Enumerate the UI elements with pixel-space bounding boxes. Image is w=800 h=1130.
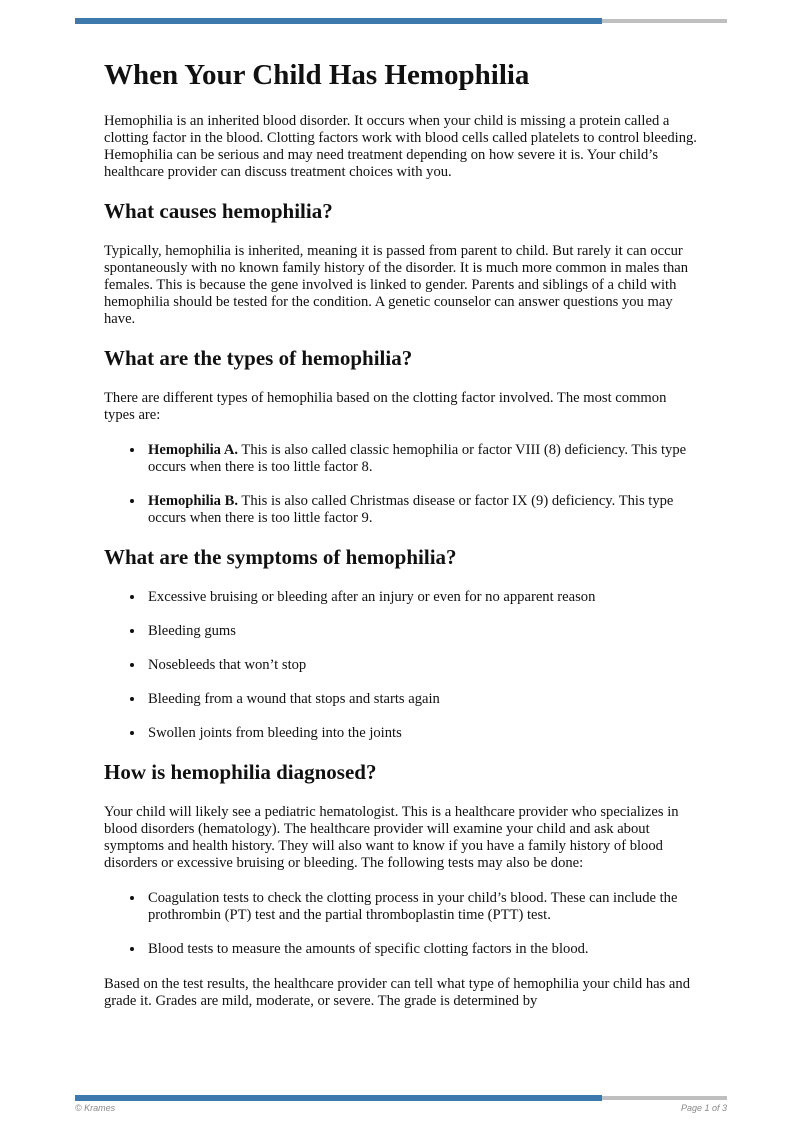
types-intro-paragraph: There are different types of hemophilia based on the clotting factor involved. The most common types are: bbox=[104, 390, 667, 423]
diagnosis-tests-list bbox=[104, 890, 700, 958]
list-item: • Excessive bruising or bleeding after an injury or even for no apparent reason bbox=[145, 589, 700, 606]
top-rule-gray-segment bbox=[602, 19, 727, 23]
top-rule-blue-segment bbox=[75, 18, 602, 24]
section-heading-causes: What causes hemophilia? bbox=[104, 199, 333, 223]
list-item: • Nosebleeds that won’t stop bbox=[145, 657, 700, 674]
causes-paragraph: Typically, hemophilia is inherited, meaning it is passed from parent to child. But rarely it can occur spontaneously with no known family history of the disorder. It is much more common in males than females. This is because the gene involved is linked to gender. Parents and siblings of a child with hemophilia should be tested for the condition. A genetic counselor can answer questions you may have. bbox=[104, 243, 689, 327]
intro-paragraph: Hemophilia is an inherited blood disorder. It occurs when your child is missing a protein called a clotting factor in the blood. Clotting factors work with blood cells called platelets to control bleeding. Hemophilia can be serious and may need treatment depending on how severe it is. Your child’s healthcare provider can discuss treatment choices with you. bbox=[104, 113, 697, 180]
section-heading-types: What are the types of hemophilia? bbox=[104, 346, 413, 370]
list-item: • Bleeding gums bbox=[145, 623, 700, 640]
list-item-hemophilia-b bbox=[145, 493, 700, 527]
copyright-text: © Krames bbox=[75, 1103, 116, 1113]
list-item-lead: Hemophilia A. bbox=[148, 442, 239, 458]
bottom-rule bbox=[75, 1095, 727, 1101]
list-item-text: This is also called Christmas disease or factor IX (9) deficiency. This type occurs when there is too little factor 9. bbox=[148, 493, 674, 526]
list-item: • Swollen joints from bleeding into the joints bbox=[145, 725, 700, 742]
list-item-text: This is also called classic hemophilia or factor VIII (8) deficiency. This type occurs when there is too little factor 8. bbox=[148, 442, 687, 475]
section-heading-symptoms: What are the symptoms of hemophilia? bbox=[104, 545, 457, 569]
document-content bbox=[104, 59, 700, 1028]
list-item: • Blood tests to measure the amounts of specific clotting factors in the blood. bbox=[145, 941, 700, 958]
list-item-hemophilia-a bbox=[145, 442, 700, 476]
list-item-lead: Hemophilia B. bbox=[148, 493, 239, 509]
symptoms-list bbox=[104, 589, 700, 742]
diagnosis-closing-paragraph: Based on the test results, the healthcare provider can tell what type of hemophilia your child has and grade it. Grades are mild, moderate, or severe. The grade is determined by bbox=[104, 976, 691, 1009]
bottom-rule-blue-segment bbox=[75, 1095, 602, 1101]
bottom-rule-gray-segment bbox=[602, 1096, 727, 1100]
top-rule bbox=[75, 18, 727, 24]
section-heading-diagnosis: How is hemophilia diagnosed? bbox=[104, 760, 377, 784]
page-title: When Your Child Has Hemophilia bbox=[104, 59, 530, 91]
diagnosis-paragraph: Your child will likely see a pediatric hematologist. This is a healthcare provider who specializes in blood disorders (hematology). The healthcare provider will examine your child and ask about symptoms and health history. They will also want to know if you have a family history of blood disorders or excessive bruising or bleeding. The following tests may also be done: bbox=[104, 804, 679, 871]
types-list bbox=[104, 442, 700, 527]
page-number: Page 1 of 3 bbox=[680, 1103, 727, 1113]
page-footer bbox=[75, 1103, 727, 1113]
list-item: • Bleeding from a wound that stops and starts again bbox=[145, 691, 700, 708]
list-item: • Coagulation tests to check the clotting process in your child’s blood. These can include the prothrombin (PT) test and the partial thromboplastin time (PTT) test. bbox=[145, 890, 700, 924]
